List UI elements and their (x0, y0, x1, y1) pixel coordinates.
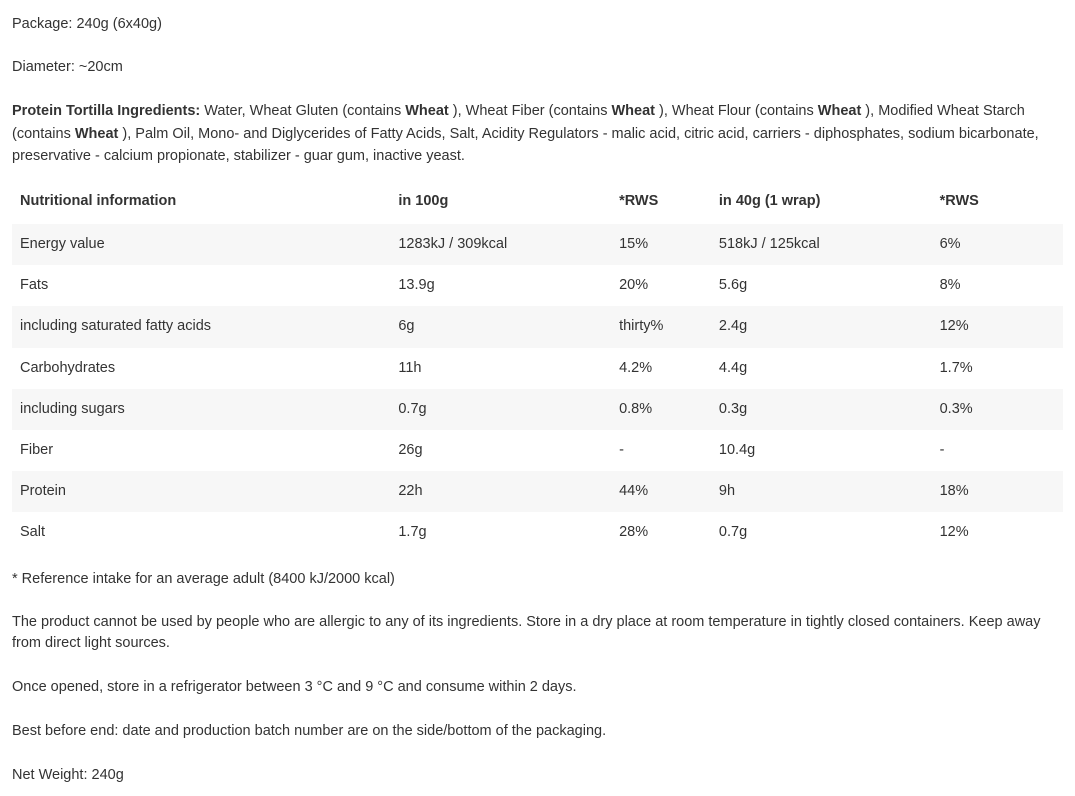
cell-per-100g: 1283kJ / 309kcal (398, 236, 508, 253)
column-header-rws-40g: *RWS (939, 193, 979, 210)
allergen-wheat-4: Wheat (74, 125, 119, 142)
cell-per-100g: 11h (398, 359, 422, 376)
cell-rws-100g: 28% (619, 523, 649, 540)
table-row (12, 471, 1063, 512)
ingredients-label: Protein Tortilla Ingredients: (12, 103, 201, 120)
cell-per-40g: 0.7g (718, 523, 748, 540)
column-header-rws-100g: *RWS (619, 193, 659, 210)
cell-rws-40g: 8% (939, 277, 961, 294)
table-row (12, 512, 1063, 553)
cell-rws-100g: 4.2% (619, 359, 653, 376)
cell-nutrient: Salt (20, 523, 45, 540)
cell-rws-100g: 20% (619, 277, 649, 294)
allergy-storage-note: The product cannot be used by people who are allergic to any of its ingredients. Store in a dry place at room temperature in tightly closed containers. Keep away from direct light sources. (12, 613, 1041, 652)
nutrition-table (12, 185, 1063, 552)
cell-rws-100g: 44% (619, 482, 649, 499)
cell-per-40g: 5.6g (718, 277, 748, 294)
cell-per-100g: 22h (398, 482, 423, 499)
cell-nutrient: Carbohydrates (20, 359, 116, 376)
cell-nutrient: Protein (20, 482, 66, 499)
cell-per-40g: 0.3g (718, 400, 748, 417)
cell-rws-100g: 15% (619, 236, 649, 253)
cell-rws-40g: 1.7% (939, 359, 973, 376)
reference-intake-note: * Reference intake for an average adult (8400 kJ/2000 kcal) (12, 570, 395, 587)
cell-per-40g: 518kJ / 125kcal (718, 236, 820, 253)
cell-rws-100g: - (619, 441, 624, 458)
allergen-wheat-2: Wheat (611, 103, 655, 120)
nutrition-table-head (12, 185, 1063, 224)
column-header-per-100g: in 100g (398, 193, 449, 210)
cell-nutrient: Energy value (20, 236, 105, 253)
net-weight-note: Net Weight: 240g (12, 766, 124, 783)
ingredients-part-0: Water, Wheat Gluten (contains (200, 103, 406, 120)
table-header-row (12, 185, 1063, 224)
cell-rws-100g: thirty% (619, 318, 664, 335)
cell-rws-40g: 12% (939, 318, 969, 335)
table-row (12, 430, 1063, 471)
cell-per-100g: 26g (398, 441, 423, 458)
cell-per-100g: 1.7g (398, 523, 427, 540)
cell-per-40g: 10.4g (718, 441, 756, 458)
table-row (12, 265, 1063, 306)
diameter-line: Diameter: ~20cm (12, 59, 123, 76)
cell-per-40g: 9h (718, 482, 736, 499)
table-row (12, 224, 1063, 265)
allergen-wheat-1: Wheat (405, 103, 449, 120)
cell-rws-40g: 6% (939, 236, 961, 253)
cell-per-100g: 13.9g (398, 277, 435, 294)
cell-rws-40g: 0.3% (939, 400, 973, 417)
cell-rws-40g: - (939, 441, 945, 458)
cell-rws-40g: 18% (939, 482, 969, 499)
nutrition-table-body (12, 224, 1063, 552)
cell-per-40g: 2.4g (718, 318, 748, 335)
ingredients-part-1: ), Wheat Fiber (contains (448, 103, 612, 120)
cell-per-40g: 4.4g (718, 359, 748, 376)
package-line: Package: 240g (6x40g) (12, 16, 162, 32)
cell-nutrient: including saturated fatty acids (20, 318, 212, 335)
cell-nutrient: Fats (20, 277, 49, 294)
best-before-note: Best before end: date and production batch number are on the side/bottom of the packaging. (12, 722, 607, 739)
table-row (12, 389, 1063, 430)
cell-rws-40g: 12% (939, 523, 969, 540)
ingredients-paragraph (12, 100, 1063, 167)
cell-nutrient: including sugars (20, 400, 125, 417)
cell-per-100g: 6g (398, 318, 415, 335)
after-opening-note: Once opened, store in a refrigerator between 3 °C and 9 °C and consume within 2 days. (12, 679, 577, 696)
ingredients-part-3: ), Modified Wheat Starch (contains (12, 103, 1025, 142)
ingredients-part-4: ), Palm Oil, Mono- and Diglycerides of Fatty Acids, Salt, Acidity Regulators - malic acid, citric acid, carriers - diphosphates, sodium bicarbonate, preservative - calcium propionate, stabilizer - guar gum, inactive yeast. (12, 125, 1039, 164)
column-header-name: Nutritional information (20, 193, 177, 210)
cell-per-100g: 0.7g (398, 400, 427, 417)
column-header-per-40g: in 40g (1 wrap) (718, 193, 821, 210)
table-row (12, 306, 1063, 347)
ingredients-part-2: ), Wheat Flour (contains (655, 103, 818, 120)
cell-rws-100g: 0.8% (619, 400, 653, 417)
cell-nutrient: Fiber (20, 441, 54, 458)
table-row (12, 348, 1063, 389)
allergen-wheat-3: Wheat (817, 103, 862, 120)
